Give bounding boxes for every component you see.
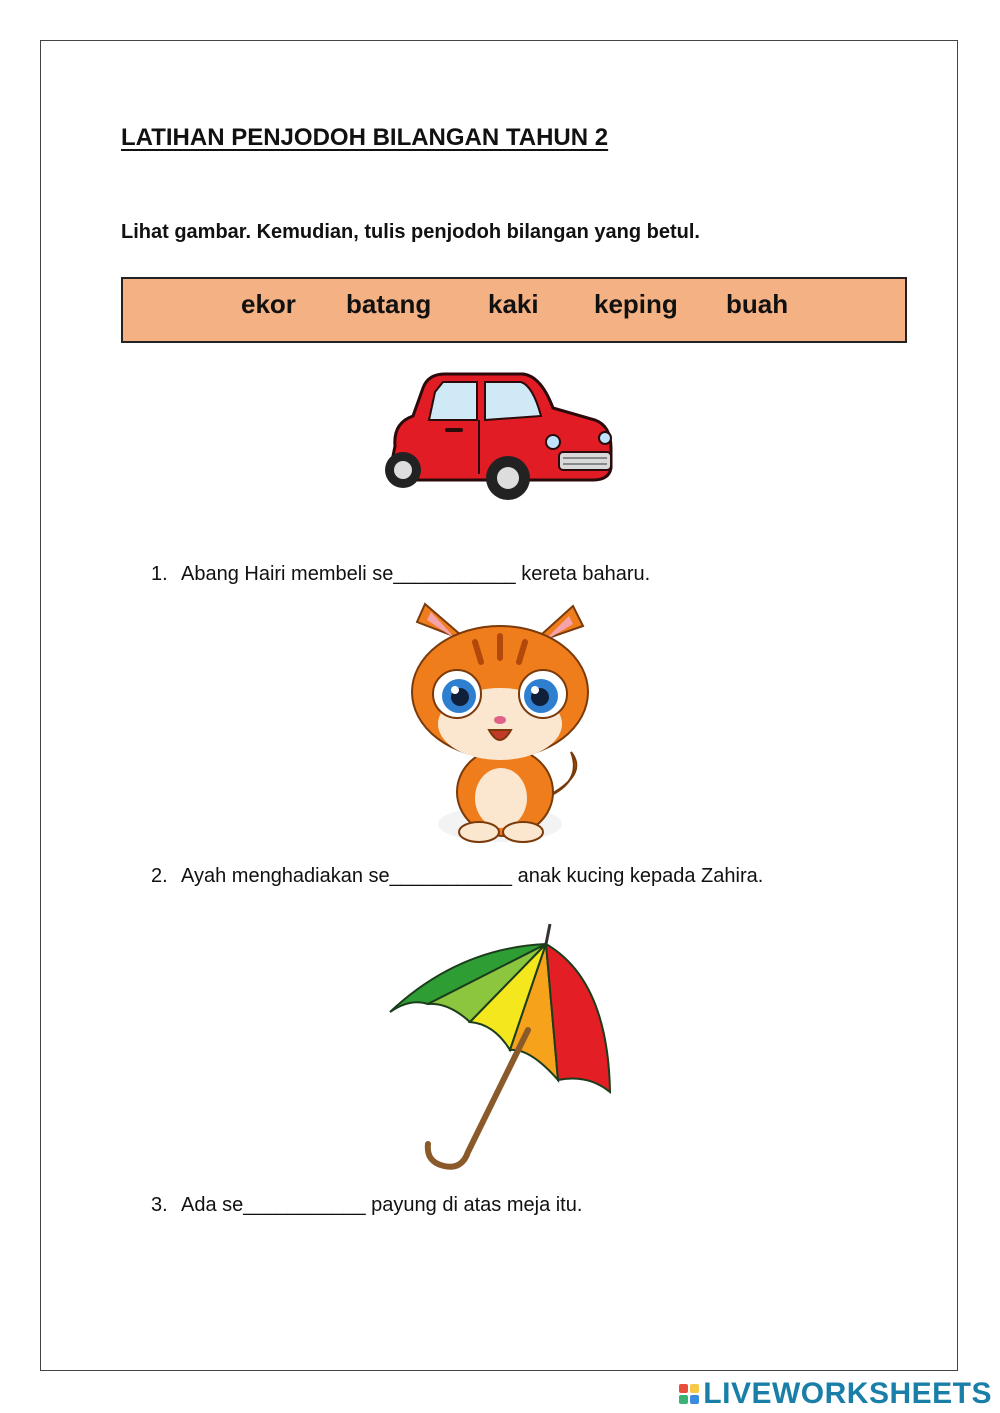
word-bank-item: ekor [241,289,296,319]
question-number: 2. [151,865,168,887]
question-text: Ada se [181,1194,244,1216]
kitten-image [405,602,595,850]
page-title: LATIHAN PENJODOH BILANGAN TAHUN 2 [121,124,609,151]
word-bank-item: buah [726,289,789,319]
answer-blank[interactable]: ___________ [389,865,513,887]
word-bank-item: keping [594,289,678,319]
question-2 [151,865,763,888]
word-bank-item: kaki [488,289,539,319]
answer-blank[interactable]: ___________ [243,1194,366,1216]
car-image [383,368,617,508]
logo-icon [679,1384,699,1404]
umbrella-image [388,920,618,1172]
question-1 [151,563,650,586]
question-number: 3. [151,1194,168,1216]
question-text: kereta baharu. [515,563,651,585]
question-number: 1. [151,563,168,585]
answer-blank[interactable]: ___________ [393,563,516,585]
instruction-text: Lihat gambar. Kemudian, tulis penjodoh bilangan yang betul. [121,221,700,243]
question-text: anak kucing kepada Zahira. [512,865,764,887]
logo-text: LIVEWORKSHEETS [703,1377,992,1410]
word-bank-item: batang [346,289,432,319]
liveworksheets-logo [679,1377,992,1411]
question-text: payung di atas meja itu. [365,1194,583,1216]
word-bank [121,277,907,343]
question-3 [151,1194,582,1217]
question-text: Abang Hairi membeli se [181,563,394,585]
question-text: Ayah menghadiakan se [181,865,390,887]
